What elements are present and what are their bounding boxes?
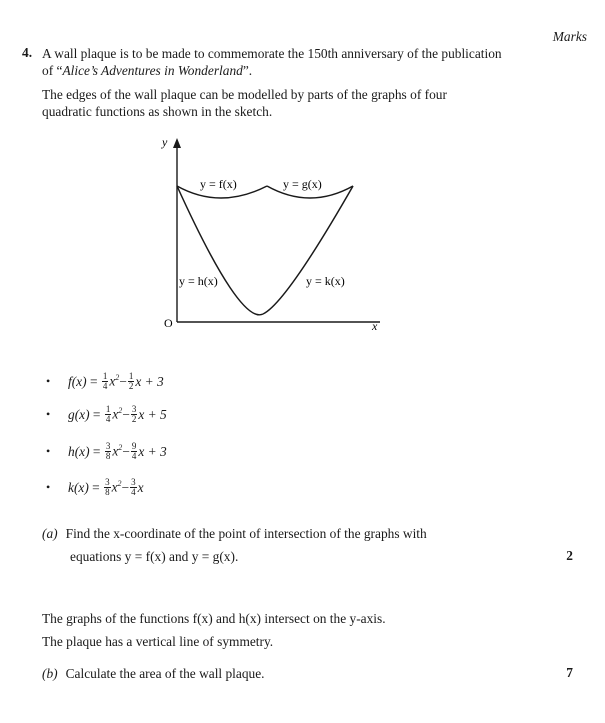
function-name: f(x) [68, 373, 87, 389]
paragraph-line-1: The graphs of the functions f(x) and h(x) intersect on the y-axis. [42, 611, 386, 626]
label-k: y = k(x) [306, 274, 345, 288]
y-axis-arrow [173, 138, 181, 148]
function-g-definition [46, 405, 167, 424]
coefficient-1: $\frac{1}{4}$ [105, 404, 111, 424]
function-h-definition [46, 442, 167, 461]
part-b-line [42, 665, 265, 682]
bullet: • [46, 407, 51, 421]
part-a-line-2: equations y = f(x) and y = g(x). [70, 549, 239, 564]
marks-header: Marks [552, 29, 587, 44]
equals-sign: = [89, 406, 104, 422]
label-g: y = g(x) [283, 177, 322, 191]
part-b-marks: 7 [566, 665, 573, 680]
plaque-sketch [150, 130, 390, 340]
equals-sign: = [88, 479, 104, 495]
part-a-marks: 2 [566, 548, 573, 563]
question-line-2 [42, 62, 252, 79]
origin-label: O [164, 316, 173, 330]
coefficient-1: $\frac{1}{4}$ [102, 371, 108, 391]
curve-h [177, 186, 263, 315]
part-b-text: Calculate the area of the wall plaque. [65, 666, 265, 681]
question-line-3: The edges of the wall plaque can be modelled by parts of the graphs of four [42, 87, 447, 102]
coefficient-2: $\frac{9}{4}$ [131, 441, 137, 461]
label-f: y = f(x) [200, 177, 237, 191]
operator: − [122, 406, 130, 422]
x-squared: $x^2$ [112, 443, 123, 459]
curve-k [263, 186, 353, 314]
part-a-line-1 [42, 525, 427, 542]
question-line-2-prefix: of “ [42, 63, 63, 78]
equals-sign: = [89, 443, 104, 459]
part-a-text-1: Find the x-coordinate of the point of intersection of the graphs with [65, 526, 427, 541]
coefficient-2: $\frac{3}{2}$ [131, 404, 137, 424]
bullet: • [46, 374, 51, 388]
function-name: h(x) [68, 443, 90, 459]
function-tail: x [137, 479, 144, 495]
equals-sign: = [86, 373, 101, 389]
question-line-1: A wall plaque is to be made to commemorate the 150th anniversary of the publication [42, 46, 502, 61]
operator: − [121, 479, 130, 495]
paragraph-line-2: The plaque has a vertical line of symmetry. [42, 634, 274, 649]
x-squared: $x^2$ [109, 373, 120, 389]
operator: − [122, 443, 130, 459]
x-squared: $x^2$ [112, 406, 123, 422]
function-tail: x + 3 [135, 373, 164, 389]
bullet: • [46, 480, 51, 494]
coefficient-2: $\frac{1}{2}$ [128, 371, 134, 391]
function-name: g(x) [68, 406, 90, 422]
function-name: k(x) [68, 479, 89, 495]
coefficient-1: $\frac{3}{8}$ [105, 477, 110, 497]
question-line-2-suffix: ”. [242, 63, 253, 78]
question-number: 4. [22, 45, 33, 60]
function-k-definition [46, 478, 144, 497]
bullet: • [46, 444, 51, 458]
operator: − [119, 373, 127, 389]
y-axis-label: y [162, 135, 168, 149]
function-tail: x + 5 [138, 406, 167, 422]
function-f-definition [46, 372, 164, 391]
question-line-4: quadratic functions as shown in the sketch. [42, 104, 273, 119]
function-tail: x + 3 [138, 443, 167, 459]
x-axis-label: x [372, 319, 378, 333]
label-h: y = h(x) [179, 274, 218, 288]
coefficient-2: $\frac{3}{4}$ [131, 477, 136, 497]
book-title: Alice’s Adventures in Wonderland [62, 63, 243, 78]
x-squared: $x^2$ [111, 479, 122, 495]
coefficient-1: $\frac{3}{8}$ [105, 441, 111, 461]
part-b-label: (b) [42, 666, 58, 681]
part-a-label: (a) [42, 526, 58, 541]
